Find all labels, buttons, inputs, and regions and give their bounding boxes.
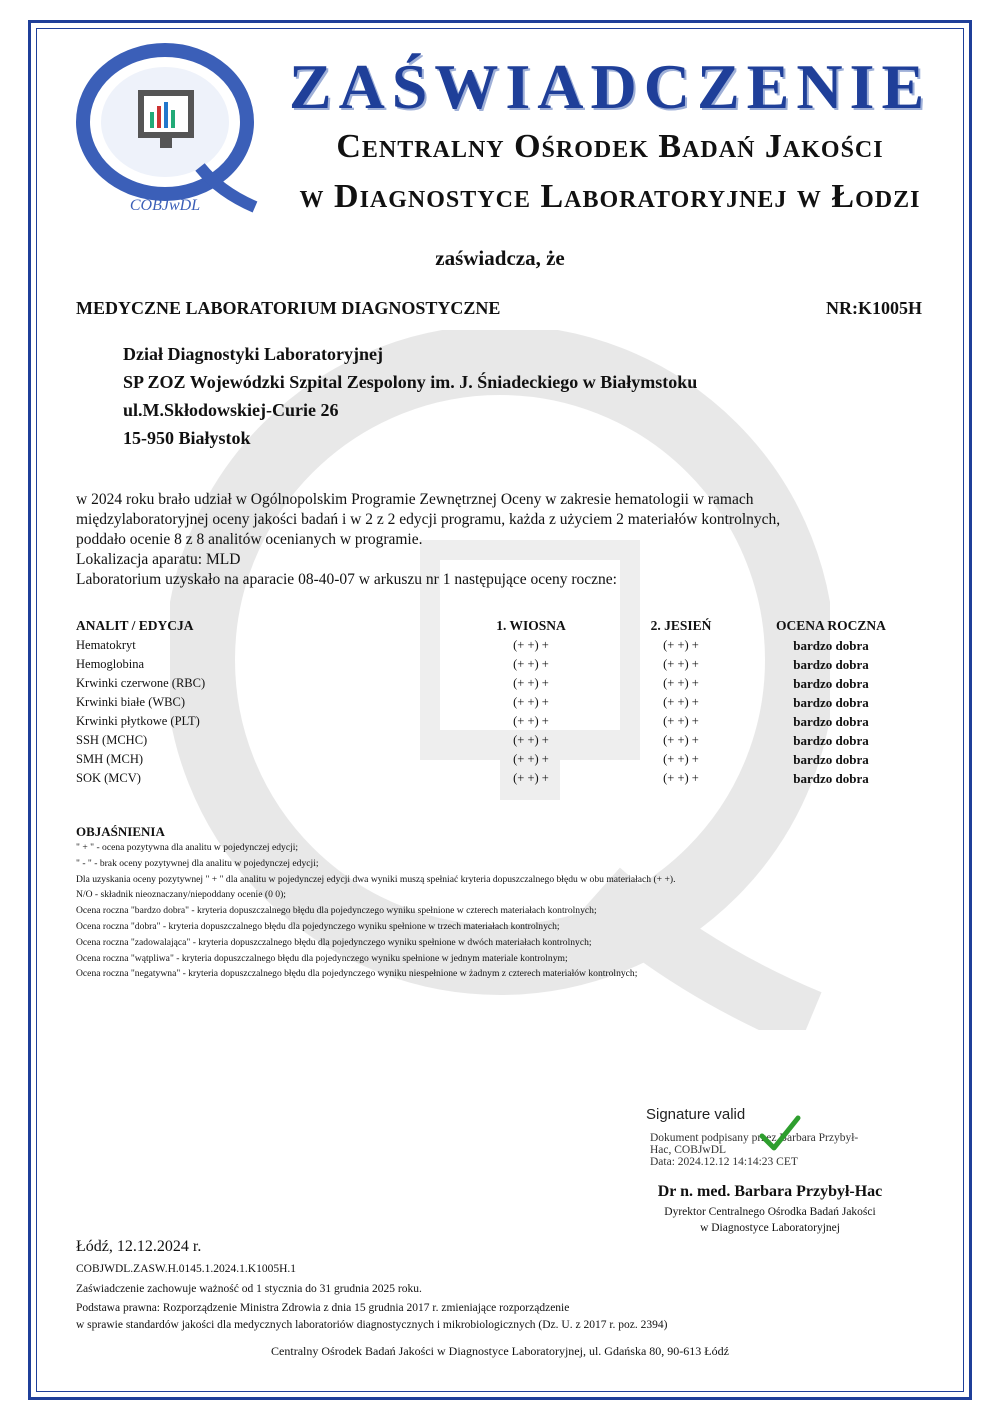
annual-rating-cell: bardzo dobra <box>793 695 869 710</box>
header-annual-rating: OCENA ROCZNA <box>776 618 886 633</box>
table-row <box>76 657 926 676</box>
legend-title: OBJAŚNIENIA <box>76 824 165 839</box>
validity-text: Zaświadczenie zachowuje ważność od 1 stycznia do 31 grudnia 2025 roku. <box>76 1283 422 1295</box>
autumn-result-cell: (+ +) + <box>663 771 699 785</box>
signer-position <box>620 1204 920 1236</box>
legend-line: Dla uzyskania oceny pozytywnej " + " dla analitu w pojedynczej edycji dwa wyniki muszą spełniać kryteria dopuszczalnego błędu w obu materiałach (+ +). <box>76 873 676 885</box>
annual-rating-cell: bardzo dobra <box>793 638 869 653</box>
annual-rating-cell: bardzo dobra <box>793 657 869 672</box>
place-date: Łódź, 12.12.2024 r. <box>76 1238 202 1255</box>
digital-signature <box>646 1106 926 1168</box>
header-spring: 1. WIOSNA <box>496 618 566 633</box>
legend-line: N/O - składnik nieoznaczany/niepoddany ocenie (0 0); <box>76 889 286 901</box>
legend-line: " + " - ocena pozytywna dla analitu w pojedynczej edycji; <box>76 842 299 853</box>
lab-name: MEDYCZNE LABORATORIUM DIAGNOSTYCZNE <box>76 298 501 318</box>
spring-result-cell: (+ +) + <box>513 771 549 785</box>
table-row <box>76 638 926 657</box>
legal-basis <box>76 1300 667 1334</box>
annual-rating-cell: bardzo dobra <box>793 714 869 729</box>
logo-text: COBJwDL <box>129 197 201 214</box>
legal-line: w sprawie standardów jakości dla medycznych laboratoriów diagnostycznych i mikrobiologicznych (Dz. U. z 2017 r. poz. 2394) <box>76 1319 668 1331</box>
analyte-cell: Hematokryt <box>76 638 136 652</box>
legend-line: Ocena roczna "bardzo dobra" - kryteria dopuszczalnego błędu dla pojedynczego wyniku spełnione w czterech materiałach kontrolnych; <box>76 905 597 917</box>
results-table <box>76 618 926 790</box>
annual-rating-cell: bardzo dobra <box>793 771 869 786</box>
results-header-row <box>76 618 926 638</box>
analyte-cell: Krwinki białe (WBC) <box>76 695 186 709</box>
annual-rating-cell: bardzo dobra <box>793 733 869 748</box>
analyte-cell: Krwinki czerwone (RBC) <box>76 676 206 690</box>
spring-result-cell: (+ +) + <box>513 752 549 766</box>
spring-result-cell: (+ +) + <box>513 676 549 690</box>
cobjwdl-logo <box>60 42 270 222</box>
autumn-result-cell: (+ +) + <box>663 695 699 709</box>
spring-result-cell: (+ +) + <box>513 657 549 671</box>
autumn-result-cell: (+ +) + <box>663 714 699 728</box>
org-name-line2: w Diagnostyce Laboratoryjnej w Łodzi <box>299 178 921 215</box>
legend-line: " - " - brak oceny pozytywnej dla analitu w pojedynczej edycji; <box>76 857 319 869</box>
lab-address <box>123 340 697 452</box>
table-row <box>76 733 926 752</box>
autumn-result-cell: (+ +) + <box>663 733 699 747</box>
table-row <box>76 771 926 790</box>
legend-line: Ocena roczna "wątpliwa" - kryteria dopuszczalnego błędu dla pojedynczego wyniku spełnione w jednym materiale kontrolnym; <box>76 952 568 964</box>
autumn-result-cell: (+ +) + <box>663 638 699 652</box>
signer-block <box>620 1183 920 1236</box>
analyte-cell: Hemoglobina <box>76 657 145 671</box>
analyte-cell: SMH (MCH) <box>76 752 144 766</box>
legal-line: Podstawa prawna: Rozporządzenie Ministra Zdrowia z dnia 15 grudnia 2017 r. zmieniające rozporządzenie <box>76 1302 570 1314</box>
signature-line: Hac, COBJwDL <box>650 1144 727 1156</box>
body-line: poddało ocenie 8 z 8 analitów ocenianych w programie. <box>76 531 423 548</box>
legend-line: Ocena roczna "zadowalająca" - kryteria dopuszczalnego błędu dla pojedynczego wyniku spełnione w dwóch materiałach kontrolnych; <box>76 936 592 948</box>
analyte-cell: Krwinki płytkowe (PLT) <box>76 714 200 728</box>
lab-number: NR:K1005H <box>826 298 922 318</box>
spring-result-cell: (+ +) + <box>513 695 549 709</box>
signer-name: Dr n. med. Barbara Przybył-Hac <box>657 1183 883 1200</box>
spring-result-cell: (+ +) + <box>513 714 549 728</box>
spring-result-cell: (+ +) + <box>513 638 549 652</box>
footer-address: Centralny Ośrodek Badań Jakości w Diagnostyce Laboratoryjnej, ul. Gdańska 80, 90-613 Łódź <box>271 1344 729 1358</box>
autumn-result-cell: (+ +) + <box>663 752 699 766</box>
annual-rating-cell: bardzo dobra <box>793 676 869 691</box>
signer-position-line: Dyrektor Centralnego Ośrodka Badań Jakości <box>664 1206 876 1218</box>
signature-line: Dokument podpisany przez Barbara Przybył- <box>650 1132 859 1144</box>
body-line: międzylaboratoryjnej oceny jakości badań i w 2 z 2 edycji programu, każda z użyciem 2 materiałów kontrolnych, <box>76 511 781 528</box>
autumn-result-cell: (+ +) + <box>663 676 699 690</box>
signature-status: Signature valid <box>646 1106 746 1123</box>
autumn-result-cell: (+ +) + <box>663 657 699 671</box>
header-analyte: ANALIT / EDYCJA <box>76 618 194 633</box>
signature-line: Data: 2024.12.12 14:14:23 CET <box>650 1156 798 1168</box>
certificate-title: ZAŚWIADCZENIE <box>288 51 932 122</box>
body-line: Lokalizacja aparatu: MLD <box>76 551 241 568</box>
table-row <box>76 714 926 733</box>
body-line: Laboratorium uzyskało na aparacie 08-40-07 w arkuszu nr 1 następujące oceny roczne: <box>76 571 617 588</box>
table-row <box>76 676 926 695</box>
annual-rating-cell: bardzo dobra <box>793 752 869 767</box>
analyte-cell: SOK (MCV) <box>76 771 141 785</box>
address-line: ul.M.Skłodowskiej-Curie 26 <box>123 400 339 420</box>
document-code: COBJWDL.ZASW.H.0145.1.2024.1.K1005H.1 <box>76 1263 296 1275</box>
legend-line: Ocena roczna "negatywna" - kryteria dopuszczalnego błędu dla pojedynczego wyniku niespełnione w żadnym z czterech materiałów kontrolnych; <box>76 968 638 980</box>
certifies-text: zaświadcza, że <box>435 246 565 270</box>
legend <box>76 823 676 982</box>
body-line: w 2024 roku brało udział w Ogólnopolskim Programie Zewnętrznej Oceny w zakresie hematologii w ramach <box>76 491 754 508</box>
address-line: 15-950 Białystok <box>123 428 251 448</box>
spring-result-cell: (+ +) + <box>513 733 549 747</box>
address-line: SP ZOZ Wojewódzki Szpital Zespolony im. J. Śniadeckiego w Białymstoku <box>123 372 698 392</box>
checkmark-icon <box>758 1114 802 1154</box>
table-row <box>76 752 926 771</box>
legend-line: Ocena roczna "dobra" - kryteria dopuszczalnego błędu dla pojedynczego wyniku spełnione w trzech materiałach kontrolnych; <box>76 920 560 932</box>
analyte-cell: SSH (MCHC) <box>76 733 148 747</box>
signer-position-line: w Diagnostyce Laboratoryjnej <box>700 1222 840 1234</box>
org-name-line1: Centralny Ośrodek Badań Jakości <box>336 128 884 165</box>
address-line: Dział Diagnostyki Laboratoryjnej <box>123 344 383 364</box>
header-autumn: 2. JESIEŃ <box>650 618 712 633</box>
participation-text <box>76 490 924 590</box>
table-row <box>76 695 926 714</box>
